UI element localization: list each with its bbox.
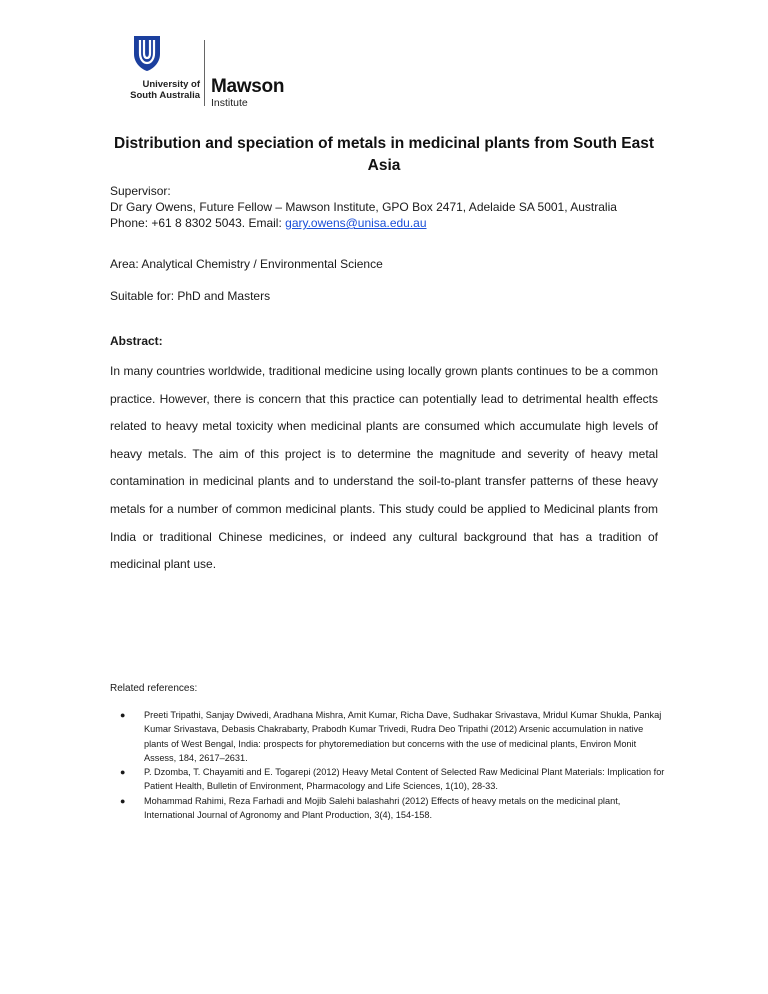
reference-text: Preeti Tripathi, Sanjay Dwivedi, Aradhana Mishra, Amit Kumar, Richa Dave, Sudhakar Srivastava, Mridul Kumar Shukla, Pankaj Kumar Srivastava, Debasis Chakrabarty, Prabodh Kumar Trivedi, Rudra Deo Tripathi (2012) Arsenic accumulation in native plants of West Bengal, India: prospects for phytoremediation but concerns with the use of medicinal plants, Environ Monit Assess, 184, 2617–2631. xyxy=(144,710,662,763)
email-link[interactable]: gary.owens@unisa.edu.au xyxy=(285,216,427,230)
reference-text: P. Dzomba, T. Chayamiti and E. Togarepi (2012) Heavy Metal Content of Selected Raw Medicinal Plant Materials: Implication for Patient Health, Bulletin of Environment, Pharmacology and Life Sciences, 1(10), 28-33. xyxy=(144,767,665,792)
suitable-line: Suitable for: PhD and Masters xyxy=(110,289,271,303)
logo-divider xyxy=(204,40,205,106)
supervisor-label: Supervisor: xyxy=(110,184,171,198)
reference-text: Mohammad Rahimi, Reza Farhadi and Mojib Salehi balashahri (2012) Effects of heavy metals on the medicinal plant, International Journal of Agronomy and Plant Production, 3(4), 154-158. xyxy=(144,795,621,821)
unisa-shield-icon xyxy=(132,34,162,72)
bullet-icon: ● xyxy=(120,767,126,778)
university-line-1: University of xyxy=(142,79,200,90)
reference-item xyxy=(110,708,665,765)
unisa-mawson-logo xyxy=(110,34,285,109)
references-list xyxy=(110,708,665,822)
abstract-heading: Abstract: xyxy=(110,334,163,348)
phone-text: Phone: +61 8 8302 5043. Email: xyxy=(110,216,286,230)
document-title: Distribution and speciation of metals in medicinal plants from South East Asia xyxy=(114,135,654,174)
bullet-icon: ● xyxy=(120,710,126,720)
university-name xyxy=(110,79,200,101)
abstract-body: In many countries worldwide, traditional medicine using locally grown plants continues to be a common practice. However, there is concern that this practice can potentially lead to detrimental health effects related to heavy metal toxicity when medicinal plants are consumed which accumulate high levels of heavy metals. The aim of this project is to determine the magnitude and severity of heavy metal contamination in medicinal plants and to understand the soil-to-plant transfer patterns of these heavy metals for a number of common medicinal plants. This study could be applied to Medicinal plants from India or traditional Chinese medicines, or indeed any cultural background that has a tradition of medicinal plant use. xyxy=(110,364,658,572)
university-line-2: South Australia xyxy=(130,90,200,101)
institute-name: Mawson xyxy=(211,76,285,97)
references-heading: Related references: xyxy=(110,683,198,694)
supervisor-details: Dr Gary Owens, Future Fellow – Mawson Institute, GPO Box 2471, Adelaide SA 5001, Australia xyxy=(110,200,617,214)
institute-subtitle: Institute xyxy=(211,97,248,109)
area-line: Area: Analytical Chemistry / Environmental Science xyxy=(110,257,383,271)
bullet-icon: ● xyxy=(120,795,126,806)
reference-item xyxy=(110,794,665,823)
contact-line xyxy=(110,215,670,231)
supervisor-block xyxy=(110,183,670,231)
reference-item xyxy=(110,765,665,794)
